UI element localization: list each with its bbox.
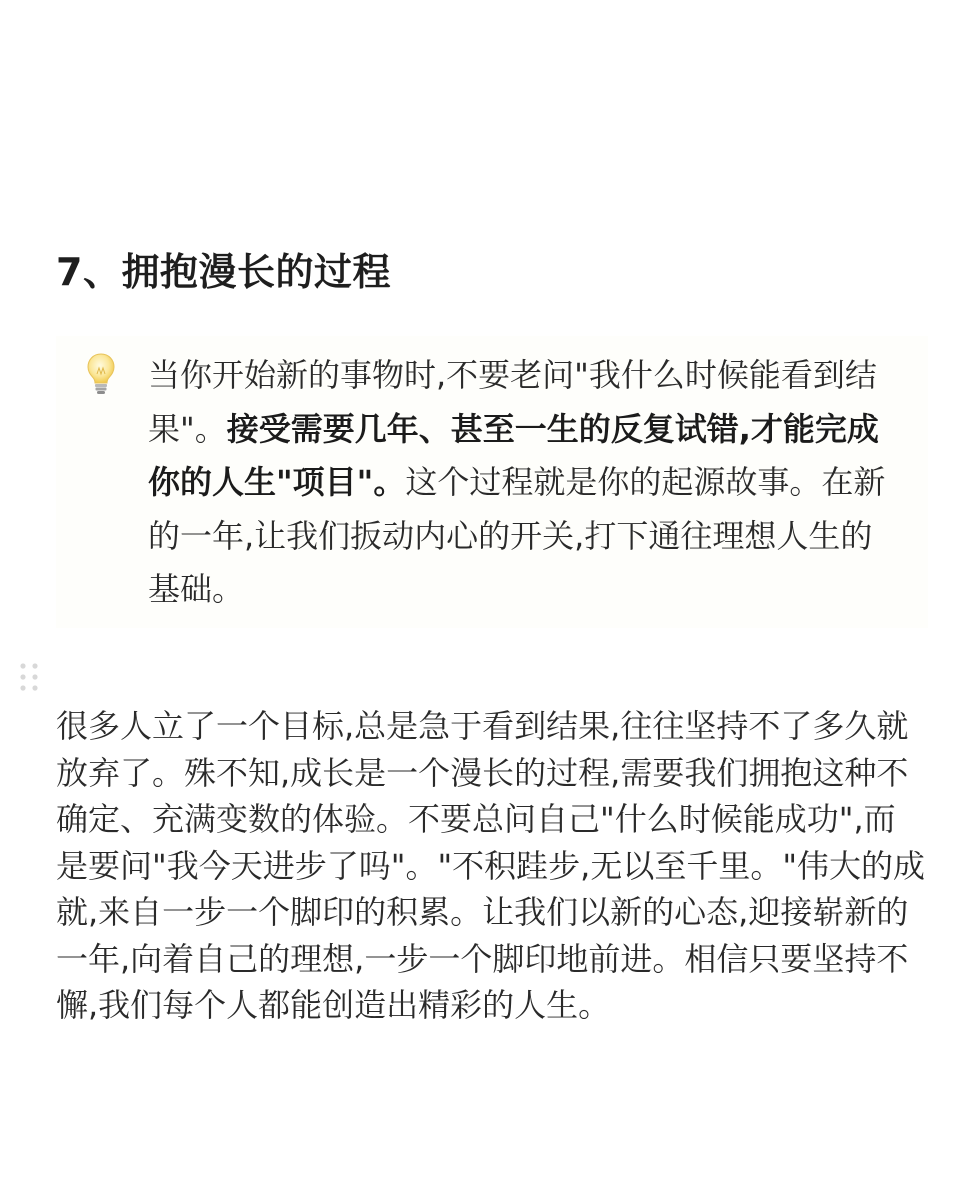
callout-text-normal: 当你开始新的事物时,不要老问"我什么时候能看到结果"。: [148, 356, 877, 448]
drag-handle-icon[interactable]: [18, 662, 40, 692]
body-paragraph: 很多人立了一个目标,总是急于看到结果,往往坚持不了多久就放弃了。殊不知,成长是一个漫长的过程,需要我们拥抱这种不确定、充满变数的体验。不要总问自己"什么时候能成功",而是要问"我今天进步了吗"。"不积跬步,无以至千里。"伟大的成就,来自一步一个脚印的积累。让我们以新的心态,迎接崭新的一年,向着自己的理想,一步一个脚印地前进。相信只要坚持不懈,我们每个人都能创造出精彩的人生。: [56, 707, 926, 1024]
lightbulb-icon: [86, 352, 116, 396]
callout-text: [148, 349, 890, 617]
section-heading: 7、拥抱漫长的过程: [56, 250, 391, 294]
callout-text-bold: 接受需要几年、甚至一生的反复试错,才能完成你的人生"项目"。: [148, 409, 879, 501]
callout-text-normal-2: 这个过程就是你的起源故事。在新的一年,让我们扳动内心的开关,打下通往理想人生的基础。: [148, 463, 886, 608]
